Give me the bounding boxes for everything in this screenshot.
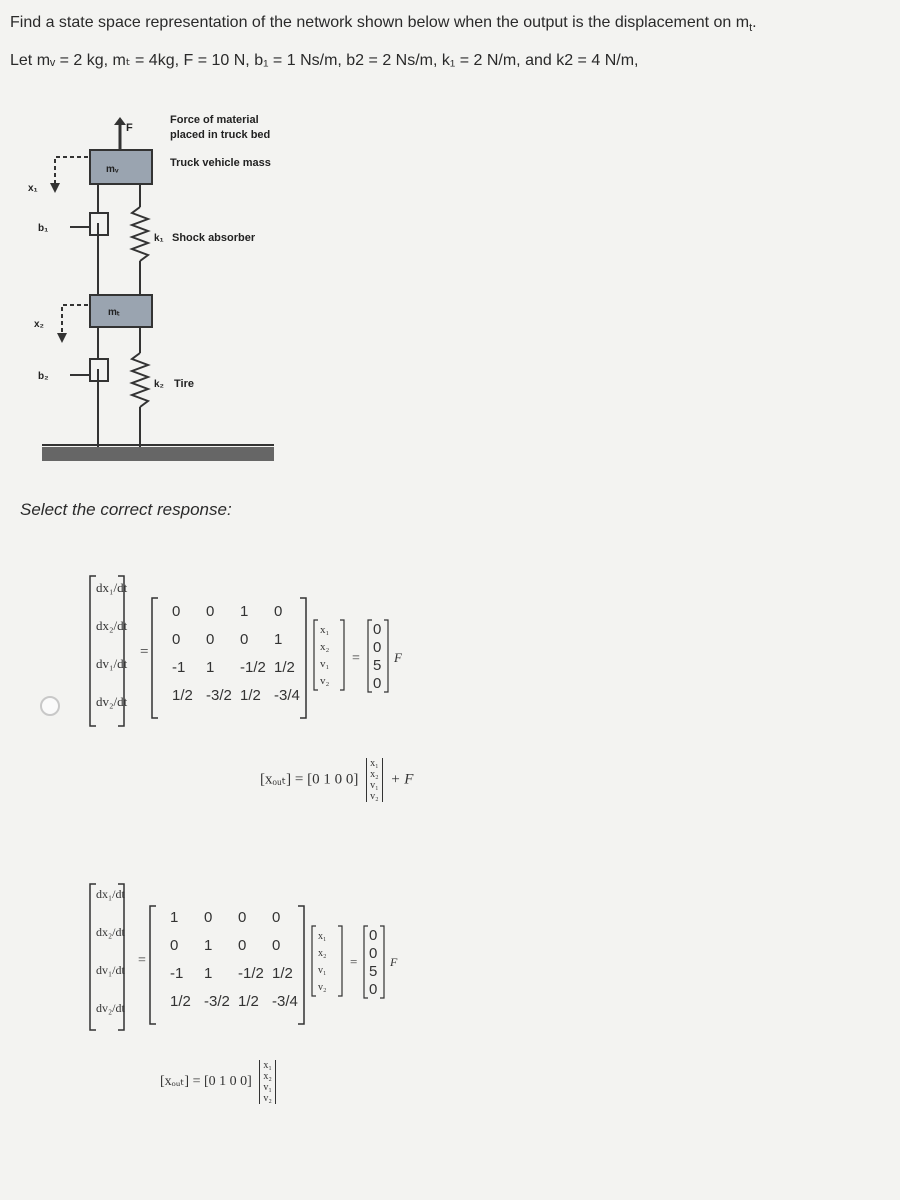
lhs-dx2: dx₂/dt (96, 618, 128, 633)
a-matrix-entry: 1/2 (272, 965, 293, 982)
lhs-vector-1 (90, 576, 128, 726)
b-entry: 0 (369, 945, 378, 962)
a-matrix-entry: 0 (204, 909, 213, 926)
a-matrix-entry: -3/4 (272, 993, 298, 1010)
a-matrix-entry: 1/2 (172, 687, 193, 704)
equals-sign: = (140, 644, 149, 660)
a-matrix-entry: 1/2 (238, 993, 259, 1010)
out-state-v1: v₁ (370, 780, 379, 791)
output-c-matrix: [0 1 0 0] (203, 1074, 252, 1090)
annotation-mass: Truck vehicle mass (170, 157, 271, 169)
x1-reference (55, 157, 88, 183)
question-subscript: t (749, 22, 753, 35)
out-state-x2: x₂ (370, 769, 379, 780)
b1-label: b₁ (38, 223, 49, 234)
x1-label: x₁ (28, 183, 38, 194)
a-matrix-entry: 0 (238, 909, 247, 926)
lhs-dx1: dx₁/dt (96, 887, 125, 901)
state-v2: v₂ (320, 675, 330, 687)
k1-label: k₁ (154, 233, 164, 244)
b-entry: 0 (373, 639, 382, 656)
output-equation-2: [xₒᵤₜ] = [0 1 0 0] x₁ x₂ v₁ v₂ (160, 1060, 280, 1104)
a-matrix-entry: 0 (206, 603, 215, 620)
lhs-dx2: dx₂/dt (96, 925, 125, 939)
b-vector-1 (368, 620, 388, 692)
a-matrix-entry: 1 (206, 659, 215, 676)
vehicle-mass-block (90, 150, 152, 184)
b-entry: 0 (373, 621, 382, 638)
state-x2: x₂ (318, 948, 327, 959)
out-state-x2: x₂ (263, 1071, 272, 1082)
a-matrix-entry: 0 (238, 937, 247, 954)
a-matrix-entry: 1 (274, 631, 283, 648)
x2-label: x₂ (34, 319, 45, 330)
out-state-v1: v₁ (263, 1082, 272, 1093)
x2-reference (62, 305, 88, 333)
output-c-matrix: [0 1 0 0] (307, 771, 359, 788)
k2-label: k₂ (154, 379, 165, 390)
x2-arrow (57, 333, 67, 343)
a-matrix-entry: -3/2 (204, 993, 230, 1010)
lhs-vector-2 (90, 884, 126, 1030)
a-matrix-entry: -3/2 (206, 687, 232, 704)
b-entry: 0 (373, 675, 382, 692)
state-vector-2 (312, 926, 342, 996)
force-arrow-head (114, 117, 126, 125)
b-entry: 0 (369, 927, 378, 944)
mv-label: mᵥ (106, 164, 119, 175)
output-lhs: [xₒᵤₜ] (160, 1074, 190, 1090)
a-matrix-entry: 1/2 (240, 687, 261, 704)
output-feedthrough: + F (390, 771, 414, 788)
annotation-shock: Shock absorber (172, 232, 256, 244)
equation-option-2 (0, 880, 900, 1140)
state-x1: x₁ (318, 931, 327, 942)
question-line-1 (10, 14, 757, 34)
a-matrix-entry: -1/2 (240, 659, 266, 676)
a-matrix-entry: -1 (172, 659, 186, 676)
ground (42, 447, 274, 461)
state-x1: x₁ (320, 624, 330, 636)
spring-k2 (132, 353, 148, 407)
out-state-x1: x₁ (263, 1060, 272, 1071)
state-x2: x₂ (320, 641, 330, 653)
a-matrix-entry: 0 (272, 937, 281, 954)
answer-option-2[interactable] (0, 880, 900, 1140)
input-f: F (394, 650, 402, 665)
a-matrix-entry: 0 (274, 603, 283, 620)
a-matrix-entries (170, 909, 298, 1010)
annotation-force-2: placed in truck bed (170, 129, 271, 141)
output-equation-1: [xₒᵤₜ] = [0 1 0 0] x₁ x₂ v₁ v₂ + F (260, 758, 414, 802)
a-matrix-entry: 1 (240, 603, 249, 620)
state-v1: v₁ (318, 965, 327, 976)
b-entry: 5 (373, 657, 382, 674)
a-matrix-entry: -1 (170, 965, 184, 982)
lhs-dv1: dv₁/dt (96, 963, 125, 977)
a-matrix-entry: 1 (204, 937, 213, 954)
state-v1: v₁ (320, 658, 330, 670)
input-f: F (390, 955, 398, 969)
b-entry: 0 (369, 981, 378, 998)
a-matrix-entry: 1/2 (170, 993, 191, 1010)
a-matrix-entry: 0 (172, 631, 181, 648)
equals-sign: = (138, 953, 146, 968)
truck-suspension-figure (0, 95, 320, 495)
b2-label: b₂ (38, 371, 49, 382)
b-entry: 5 (369, 963, 378, 980)
b-vector-2 (364, 926, 384, 998)
lhs-dv2: dv₂/dt (96, 1001, 125, 1015)
a-matrix-entry: 0 (206, 631, 215, 648)
a-matrix-entry: 0 (172, 603, 181, 620)
output-lhs: [xₒᵤₜ] (260, 771, 292, 788)
lhs-dv2: dv₂/dt (96, 694, 128, 709)
spring-k1 (132, 207, 148, 261)
state-vector-1 (314, 620, 344, 690)
a-matrix-entry: 1 (170, 909, 179, 926)
a-matrix-entry: 1/2 (274, 659, 295, 676)
lhs-dx1: dx₁/dt (96, 580, 128, 595)
x1-arrow (50, 183, 60, 193)
prompt-text: Select the correct response: (20, 500, 232, 519)
a-matrix-entry: 0 (272, 909, 281, 926)
out-state-v2: v₂ (370, 791, 379, 802)
a-matrix-entry: -1/2 (238, 965, 264, 982)
question-line-2: Let mᵥ = 2 kg, mₜ = 4kg, F = 10 N, b₁ = 1 Ns/m, b2 = 2 Ns/m, k₁ = 2 N/m, and k2 = 4 N/m, (10, 52, 639, 69)
tire-mass-block (90, 295, 152, 327)
out-state-v2: v₂ (263, 1093, 272, 1104)
mt-label: mₜ (108, 307, 120, 318)
question-end: . (752, 14, 757, 31)
a-matrix-entry: 1 (204, 965, 213, 982)
question-text: Find a state space representation of the network shown below when the output is the displacement on m (10, 14, 750, 31)
out-state-x1: x₁ (370, 758, 379, 769)
a-matrix-entry: 0 (170, 937, 179, 954)
force-label: F (126, 122, 133, 134)
annotation-tire: Tire (174, 378, 194, 390)
state-v2: v₂ (318, 982, 327, 993)
annotation-force-1: Force of material (170, 114, 259, 126)
plus-equals-sign: = (352, 651, 360, 666)
a-matrix-entry: -3/4 (274, 687, 300, 704)
lhs-dv1: dv₁/dt (96, 656, 128, 671)
equals-sign-2: = (350, 954, 358, 969)
a-matrix-entry: 0 (240, 631, 249, 648)
equation-option-1 (0, 570, 900, 810)
answer-option-1[interactable] (0, 570, 900, 810)
a-matrix-entries (172, 603, 300, 704)
